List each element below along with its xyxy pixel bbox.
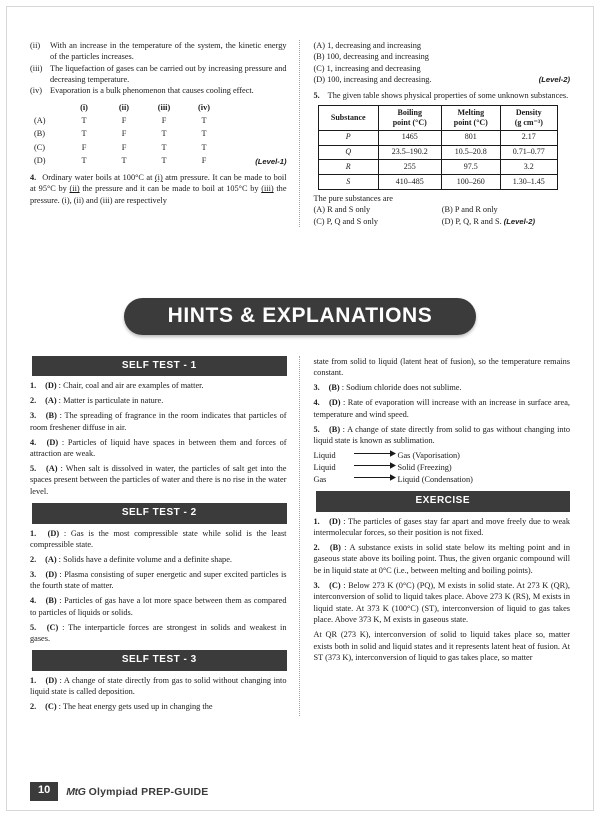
hints-banner-wrap bbox=[0, 298, 600, 335]
explanation-item: 2. (A) : Solids have a definite volume and a definite shape. bbox=[30, 554, 232, 564]
level-badge-2: (Level-2) bbox=[538, 74, 570, 84]
question-3-option-b[interactable]: (B) 100, decreasing and increasing bbox=[313, 52, 429, 62]
truth-row-d-iv: F bbox=[201, 156, 207, 166]
question-4-blank1: (i) bbox=[154, 173, 163, 183]
question-5-option-c[interactable]: (C) P, Q and S only bbox=[313, 216, 379, 226]
question-3-option-d-row bbox=[314, 74, 571, 85]
conversion-from: Liquid bbox=[313, 463, 336, 472]
truth-table-header-ii: (ii) bbox=[118, 102, 130, 112]
question-5-option-b[interactable]: (B) P and R only bbox=[441, 205, 498, 215]
page-number: 10 bbox=[30, 782, 58, 801]
section-heading-self-test-3: SELF TEST - 3 bbox=[32, 650, 287, 670]
table-row[interactable] bbox=[318, 130, 557, 145]
truth-row-c-iv: T bbox=[201, 142, 207, 152]
question-4-number: 4. bbox=[30, 173, 37, 183]
explanation-item: 5. (B) : A change of state directly from solid to gas without changing into liquid state is known as sublimation. bbox=[313, 424, 571, 446]
question-4-part4: the pressure. (i), (ii) and (iii) are respectively bbox=[30, 184, 287, 205]
truth-row-b-i: T bbox=[81, 129, 87, 139]
question-5-number: 5. bbox=[313, 91, 320, 101]
conversion-to: Liquid (Condensation) bbox=[397, 474, 473, 484]
statement-ii-text: With an increase in the temperature of the system, the kinetic energy of the particles increases. bbox=[50, 41, 287, 62]
statement-iv-text: Evaporation is a bulk phenomenon that causes cooling effect. bbox=[50, 86, 254, 96]
cell-substance-s: S bbox=[318, 175, 379, 190]
truth-row-c-ii: F bbox=[121, 142, 127, 152]
col-header-density: Density (g cm⁻³) bbox=[501, 106, 557, 130]
explanation-item: 2. (C) : The heat energy gets used up in changing the bbox=[30, 702, 213, 712]
truth-row-c-i: F bbox=[81, 142, 87, 152]
explanations-right-column bbox=[299, 356, 571, 716]
question-5-prompt: The pure substances are bbox=[313, 194, 393, 204]
truth-row-b-iv: T bbox=[201, 129, 207, 139]
truth-table-level-wrap bbox=[30, 156, 287, 167]
cell-melting-p: 801 bbox=[441, 130, 501, 145]
truth-row-a-iv: T bbox=[201, 115, 207, 125]
question-5-text: The given table shows physical properties of some unknown substances. bbox=[327, 91, 569, 101]
col-header-melting-point: Melting point (°C) bbox=[441, 106, 501, 130]
section-heading-exercise: EXERCISE bbox=[316, 491, 571, 511]
conversion-to: Gas (Vaporisation) bbox=[397, 451, 460, 461]
truth-row-a-option: (A) bbox=[34, 115, 46, 125]
cell-boiling-r: 255 bbox=[379, 160, 442, 175]
question-5 bbox=[314, 90, 571, 101]
truth-row-a-i: T bbox=[81, 115, 87, 125]
explanation-item: 1. (D) : A change of state directly from gas to solid without changing into liquid state is called deposition. bbox=[30, 675, 287, 697]
cell-melting-s: 100–260 bbox=[441, 175, 501, 190]
explanation-item: 2. (B) : A substance exists in solid state below its melting point and in gaseous state above its boiling point. Thus, the given organic compound will be in liquid state at 0°C (i.e., between melting and boiling points). bbox=[313, 543, 570, 575]
section-heading-self-test-2: SELF TEST - 2 bbox=[32, 503, 287, 523]
statement-ii-label: (ii) bbox=[30, 41, 41, 50]
table-row[interactable] bbox=[30, 114, 224, 127]
right-arrow-icon bbox=[354, 474, 398, 482]
explanations-left-column bbox=[30, 356, 299, 716]
conversion-from: Gas bbox=[313, 474, 327, 484]
col-header-substance: Substance bbox=[318, 106, 379, 130]
truth-row-a-iii: F bbox=[161, 115, 167, 125]
table-row[interactable] bbox=[318, 175, 557, 190]
conversion-row bbox=[314, 462, 571, 473]
cell-substance-q: Q bbox=[318, 145, 379, 160]
truth-table-header-iv: (iv) bbox=[198, 102, 210, 112]
cell-substance-p: P bbox=[318, 130, 379, 145]
brand-title-text: Olympiad PREP-GUIDE bbox=[88, 785, 209, 798]
truth-table-corner bbox=[30, 100, 64, 113]
statement-iv-label: (iv) bbox=[30, 86, 42, 96]
page-footer bbox=[30, 782, 209, 801]
truth-row-b-option: (B) bbox=[34, 129, 46, 139]
question-4-part3: the pressure and it can be made to boil at 105°C by bbox=[79, 184, 262, 194]
question-4 bbox=[30, 172, 287, 206]
truth-row-d-i: T bbox=[81, 156, 87, 166]
statement-iii bbox=[30, 63, 287, 86]
statement-iii-text: The liquefaction of gases can be carried out by increasing pressure and decreasing temperature. bbox=[50, 63, 287, 84]
explanation-item: 2. (A) : Matter is particulate in nature. bbox=[30, 396, 164, 406]
truth-table-header-i: (i) bbox=[80, 102, 88, 112]
substances-table bbox=[318, 105, 558, 190]
conversion-row bbox=[314, 474, 571, 485]
section-heading-self-test-1: SELF TEST - 1 bbox=[32, 356, 287, 376]
question-3-option-a[interactable]: (A) 1, decreasing and increasing bbox=[313, 41, 422, 50]
level-badge-3: (Level-2) bbox=[503, 216, 535, 226]
truth-row-c-iii: T bbox=[161, 142, 167, 152]
cell-melting-r: 97.5 bbox=[441, 160, 501, 175]
col-header-boiling-point: Boiling point (°C) bbox=[379, 106, 442, 130]
truth-row-a-ii: F bbox=[121, 115, 127, 125]
cell-boiling-p: 1465 bbox=[379, 130, 442, 145]
question-4-blank3: (iii) bbox=[261, 184, 274, 194]
statement-iii-label: (iii) bbox=[30, 63, 43, 73]
table-row[interactable] bbox=[318, 160, 557, 175]
question-3-option-d[interactable]: (D) 100, increasing and decreasing. bbox=[313, 74, 432, 84]
truth-row-b-ii: F bbox=[121, 129, 127, 139]
explanation-item: 1. (D) : Gas is the most compressible state while solid is the least compressible state. bbox=[30, 528, 287, 549]
right-arrow-icon bbox=[354, 450, 398, 458]
brand-logo bbox=[66, 786, 208, 798]
right-arrow-icon bbox=[354, 462, 398, 470]
cell-substance-r: R bbox=[318, 160, 379, 175]
cell-density-q: 0.71–0.77 bbox=[501, 145, 557, 160]
hints-and-explanations-banner: HINTS & EXPLANATIONS bbox=[124, 298, 477, 335]
truth-row-d-iii: T bbox=[161, 156, 167, 166]
cell-density-s: 1.30–1.45 bbox=[501, 175, 557, 190]
explanation-continuation: state from solid to liquid (latent heat of fusion), so the temperature remains constant. bbox=[313, 357, 570, 378]
truth-table-header-row bbox=[30, 100, 224, 113]
question-3-option-c[interactable]: (C) 1, increasing and decreasing bbox=[313, 63, 421, 73]
level-badge-1: (Level-1) bbox=[255, 156, 287, 166]
table-row[interactable] bbox=[30, 141, 224, 154]
questions-section bbox=[30, 40, 570, 227]
truth-row-c-option: (C) bbox=[34, 142, 46, 152]
conversion-from: Liquid bbox=[313, 451, 336, 461]
explanation-item: 4. (B) : Particles of gas have a lot more space between them as compared to particles of liquids or solids. bbox=[30, 596, 287, 617]
questions-right-column bbox=[299, 40, 571, 227]
question-4-blank2: (ii) bbox=[69, 184, 80, 194]
cell-density-p: 2.17 bbox=[501, 130, 557, 145]
explanation-item: 3. (B) : The spreading of fragrance in the room indicates that particles of room freshener diffuse in air. bbox=[30, 411, 287, 432]
table-row[interactable] bbox=[30, 127, 224, 140]
question-4-part2: atm pressure. It can be made to boil at 95°C by bbox=[30, 173, 287, 194]
explanation-item: 4. (D) : Particles of liquid have spaces in between them and forces of attraction are weak. bbox=[30, 437, 287, 458]
table-row[interactable] bbox=[318, 145, 557, 160]
statement-ii bbox=[30, 40, 287, 63]
explanation-item: 3. (B) : Sodium chloride does not sublime. bbox=[313, 383, 462, 393]
truth-row-d-ii: T bbox=[121, 156, 127, 166]
explanation-item: 3. (C) : Below 273 K (0°C) (PQ), M exists in solid state. At 273 K (QR), interconversion of solid to liquid takes place. Above 273 K (RS), M exists in liquid state. At 373 K (100°C) (ST), interconversion of liquid to gas takes place. Above 373 K, M exists in gaseous state. bbox=[313, 580, 570, 625]
explanation-item: 3. (D) : Plasma consisting of super energetic and super excited particles is the fourth state of matter. bbox=[30, 569, 287, 591]
explanations-section bbox=[30, 356, 570, 716]
question-5-option-a[interactable]: (A) R and S only bbox=[313, 205, 371, 215]
substances-table-header-row bbox=[318, 106, 557, 130]
questions-left-column bbox=[30, 40, 299, 227]
statement-iv bbox=[30, 85, 287, 96]
cell-density-r: 3.2 bbox=[501, 160, 557, 175]
truth-table-header-iii: (iii) bbox=[157, 102, 171, 112]
explanation-item: 1. (D) : Chair, coal and air are examples of matter. bbox=[30, 381, 204, 391]
cell-melting-q: 10.5–20.8 bbox=[441, 145, 501, 160]
explanation-exercise-tail: At QR (273 K), interconversion of solid to liquid takes place so, matter exists both in solid and liquid states and it represents latent heat of fusion. At ST (373 K), interconversion of liquid to gas takes place, so matter bbox=[313, 630, 570, 662]
question-5-options bbox=[314, 204, 571, 227]
explanation-item: 4. (D) : Rate of evaporation will increase with an increase in surface area, temperature and wind speed. bbox=[313, 398, 570, 419]
question-5-option-d[interactable]: (D) P, Q, R and S. bbox=[441, 216, 502, 226]
truth-row-b-iii: T bbox=[161, 129, 167, 139]
question-4-part1: Ordinary water boils at 100°C at bbox=[42, 173, 155, 183]
cell-boiling-s: 410–485 bbox=[379, 175, 442, 190]
brand-mtg-text: MtG bbox=[66, 785, 86, 798]
explanation-item: 1. (D) : The particles of gases stay far apart and move freely due to weak intermolecular forces, so their position is not fixed. bbox=[313, 516, 570, 538]
conversion-row bbox=[314, 450, 571, 461]
explanation-item: 5. (A) : When salt is dissolved in water, the particles of salt get into the spaces present between the particles of water and there is no rise in the water level. bbox=[30, 463, 287, 496]
explanation-item: 5. (C) : The interparticle forces are strongest in solids and weakest in gases. bbox=[30, 622, 287, 644]
cell-boiling-q: 23.5–190.2 bbox=[379, 145, 442, 160]
conversion-to: Solid (Freezing) bbox=[397, 463, 452, 472]
truth-row-d-option: (D) bbox=[34, 156, 46, 166]
question-5-option-d-row bbox=[442, 216, 570, 227]
